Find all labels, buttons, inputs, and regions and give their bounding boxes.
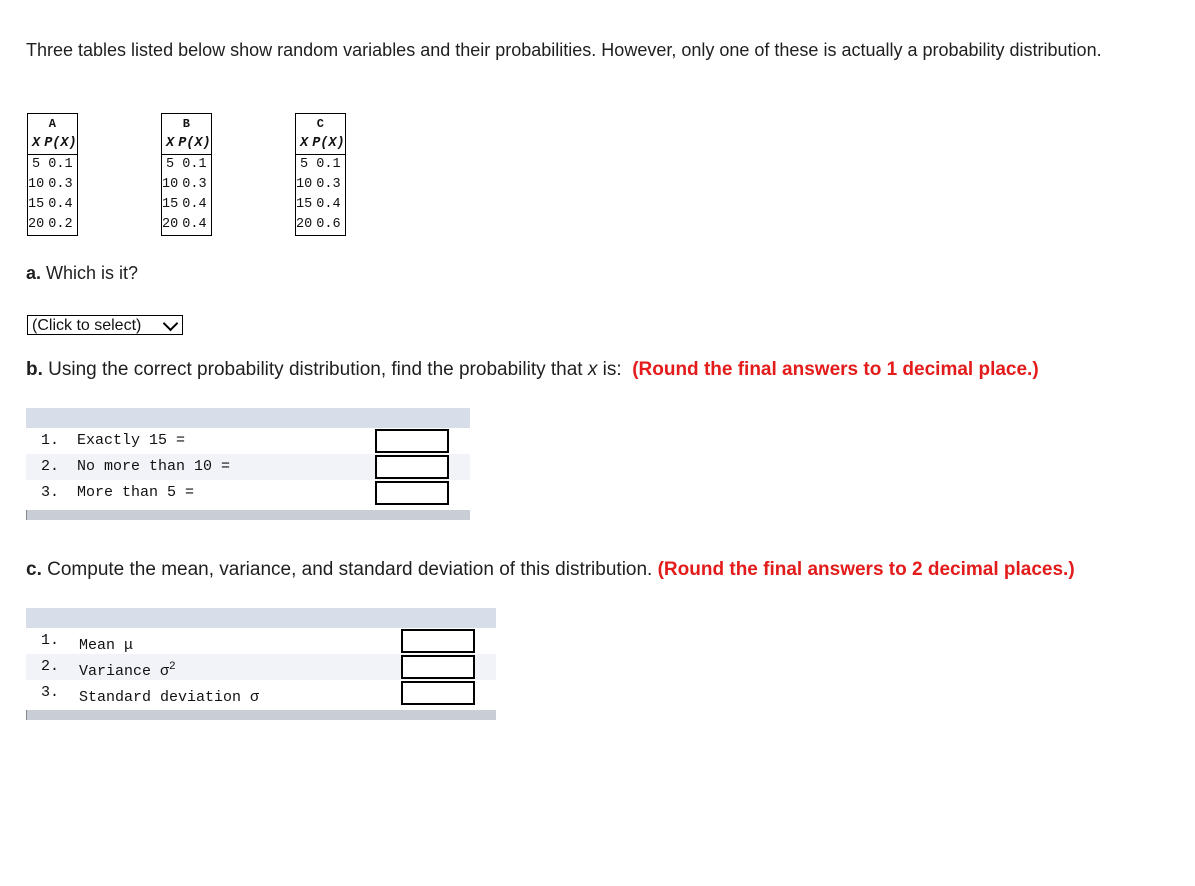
p-cell: 0.4 [48, 197, 73, 212]
table-row [162, 215, 212, 236]
table-row [296, 195, 346, 215]
table-row [28, 195, 78, 215]
question-c-text: Compute the mean, variance, and standard deviation of this distribution. [41, 559, 658, 580]
row-number: 1. [41, 632, 60, 649]
col-p-header: P(X) [312, 134, 345, 155]
answer-row [26, 480, 470, 506]
select-value: (Click to select) [32, 317, 142, 334]
col-p-header: P(X) [178, 134, 211, 155]
row-label-sup: 2 [169, 661, 176, 673]
x-cell: 5 [300, 157, 309, 172]
intro-text: Three tables listed below show random variables and their probabilities. However, only one of these is actually a probability distribution. [26, 40, 1102, 60]
row-label-text: Mean μ [79, 637, 134, 654]
row-label: More than 5 = [77, 484, 195, 501]
x-cell: 15 [162, 197, 179, 212]
answer-panel-b [26, 408, 470, 520]
variable-x: x [587, 359, 598, 380]
col-x-header: X [162, 134, 179, 155]
question-a-prefix: a. [26, 263, 42, 283]
x-cell: 15 [28, 197, 45, 212]
question-a [26, 263, 138, 284]
panel-header [26, 408, 470, 428]
row-label-text: Standard deviation σ [79, 689, 260, 706]
p-cell: 0.1 [182, 157, 207, 172]
row-label: No more than 10 = [77, 458, 231, 475]
table-c [295, 113, 346, 236]
answer-row [26, 428, 470, 454]
p-cell: 0.3 [316, 177, 341, 192]
table-row [28, 175, 78, 195]
answer-panel-c [26, 608, 496, 720]
table-row [296, 155, 346, 176]
p-cell: 0.6 [316, 217, 341, 232]
col-x-header: X [28, 134, 45, 155]
question-b [26, 359, 1039, 381]
table-row [162, 195, 212, 215]
row-number: 3. [41, 484, 60, 501]
col-x-header: X [296, 134, 313, 155]
x-cell: 10 [28, 177, 45, 192]
x-cell: 20 [28, 217, 45, 232]
table-title: A [48, 117, 56, 131]
p-cell: 0.1 [316, 157, 341, 172]
answer-row [26, 628, 496, 654]
col-p-header: P(X) [44, 134, 77, 155]
rounding-note: (Round the final answers to 1 decimal place.) [632, 359, 1039, 380]
p-cell: 0.1 [48, 157, 73, 172]
panel-footer [26, 510, 470, 520]
table-row [296, 175, 346, 195]
question-b-prefix: b. [26, 359, 43, 380]
table-row [162, 155, 212, 176]
x-cell: 20 [296, 217, 313, 232]
answer-input[interactable] [401, 681, 475, 705]
x-cell: 15 [296, 197, 313, 212]
table-title: B [182, 117, 190, 131]
question-c-prefix: c. [26, 559, 42, 580]
x-cell: 10 [296, 177, 313, 192]
p-cell: 0.3 [48, 177, 73, 192]
question-c [26, 559, 1075, 581]
x-cell: 5 [32, 157, 41, 172]
question-b-text2: is: [597, 359, 633, 380]
question-b-text: Using the correct probability distribution, find the probability that [42, 359, 588, 380]
answer-input[interactable] [401, 655, 475, 679]
table-row [28, 155, 78, 176]
p-cell: 0.4 [182, 217, 207, 232]
table-a [27, 113, 78, 236]
row-label [79, 680, 259, 711]
distribution-select[interactable] [27, 315, 183, 335]
answer-row [26, 454, 470, 480]
question-a-text: Which is it? [41, 263, 139, 283]
rounding-note: (Round the final answers to 2 decimal places.) [657, 559, 1075, 580]
row-number: 3. [41, 684, 60, 701]
row-number: 1. [41, 432, 60, 449]
answer-input[interactable] [375, 429, 449, 453]
x-cell: 10 [162, 177, 179, 192]
answer-row [26, 680, 496, 706]
answer-row [26, 654, 496, 680]
row-number: 2. [41, 458, 60, 475]
row-label-text: Variance σ [79, 663, 170, 680]
table-title: C [316, 117, 324, 131]
answer-input[interactable] [375, 481, 449, 505]
table-row [296, 215, 346, 236]
x-cell: 20 [162, 217, 179, 232]
p-cell: 0.2 [48, 217, 73, 232]
row-label: Exactly 15 = [77, 432, 186, 449]
answer-input[interactable] [401, 629, 475, 653]
panel-footer [26, 710, 496, 720]
p-cell: 0.4 [316, 197, 341, 212]
row-number: 2. [41, 658, 60, 675]
table-row [28, 215, 78, 236]
chevron-down-icon [163, 316, 179, 332]
answer-input[interactable] [375, 455, 449, 479]
x-cell: 5 [166, 157, 175, 172]
p-cell: 0.4 [182, 197, 207, 212]
table-row [162, 175, 212, 195]
table-b [161, 113, 212, 236]
p-cell: 0.3 [182, 177, 207, 192]
panel-header [26, 608, 496, 628]
